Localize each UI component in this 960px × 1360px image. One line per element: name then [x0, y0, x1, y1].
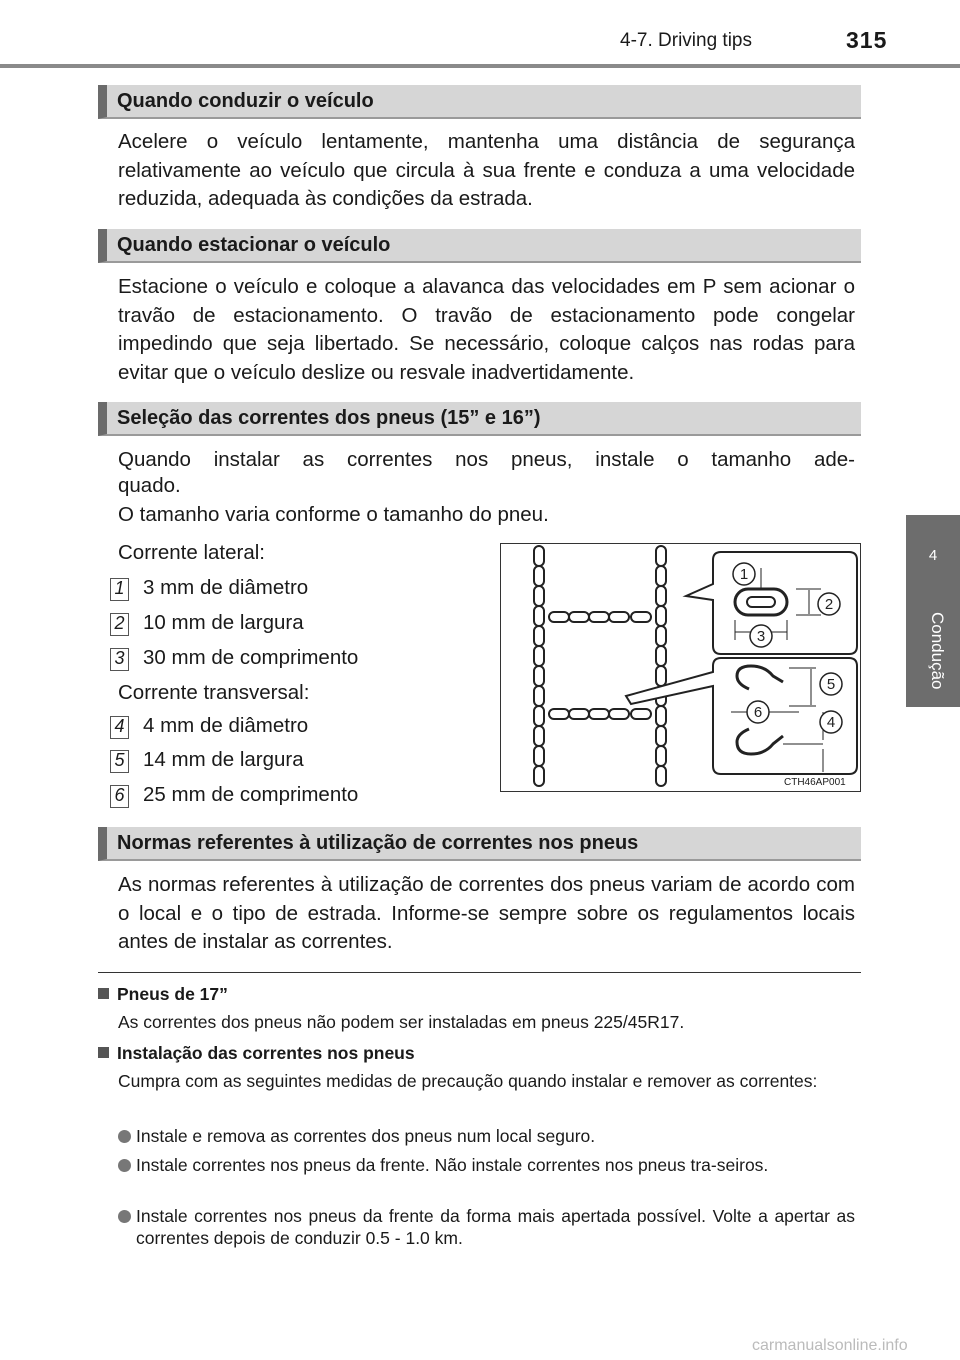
section-heading-driving [98, 85, 861, 119]
item-number-box: 4 [110, 716, 129, 739]
page-number: 315 [846, 27, 888, 53]
upper-cross-chain [549, 612, 651, 622]
spec-item: 25 mm de comprimento [143, 783, 359, 806]
note-body: As correntes dos pneus não podem ser instaladas em pneus 225/45R17. [118, 1012, 685, 1032]
spec-item: 30 mm de comprimento [143, 646, 359, 669]
right-side-chain [656, 546, 666, 786]
bullet-item: Instale e remova as correntes dos pneus num local seguro. [118, 1125, 855, 1147]
callout-number: 2 [824, 596, 834, 613]
circle-bullet-icon [118, 1159, 131, 1172]
note-heading: Instalação das correntes nos pneus [98, 1043, 415, 1064]
section-title: Quando conduzir o veículo [117, 90, 374, 112]
spec-item: 10 mm de largura [143, 611, 304, 634]
section-title: Normas referentes à utilização de correntes nos pneus [117, 832, 639, 854]
note-body: Cumpra com as seguintes medidas de precaução quando instalar e remover as correntes: [118, 1071, 818, 1091]
notes-divider [98, 972, 861, 973]
lower-cross-chain [549, 709, 651, 719]
square-bullet-icon [98, 988, 109, 999]
chapter-label: Condução [928, 612, 947, 690]
item-number-box: 5 [110, 750, 129, 773]
section-heading-regulations [98, 827, 861, 861]
section-body-line: O tamanho varia conforme o tamanho do pneu. [118, 503, 549, 526]
callout-number: 6 [753, 704, 763, 721]
side-chain-label: Corrente lateral: [118, 541, 265, 564]
item-number-box: 1 [110, 578, 129, 601]
section-heading-parking [98, 229, 861, 263]
left-side-chain [534, 546, 544, 786]
header-rule [0, 64, 960, 68]
spec-item: 4 mm de diâmetro [143, 714, 309, 737]
spec-item: 14 mm de largura [143, 748, 304, 771]
chapter-number: 4 [928, 547, 938, 564]
bullet-item: Instale correntes nos pneus da frente da forma mais apertada possível. Volte a apertar as correntes depois de conduzir 0.5 - 1.0 km. [118, 1205, 855, 1249]
circle-bullet-icon [118, 1130, 131, 1143]
section-body-regulations: As normas referentes à utilização de correntes dos pneus variam de acordo com o local e o tipo de estrada. Informe-se sempre sobre os regulamentos locais antes de instalar as correntes. [118, 873, 855, 953]
cross-chain-label: Corrente transversal: [118, 681, 310, 704]
item-number-box: 6 [110, 785, 129, 808]
bullet-item: Instale correntes nos pneus da frente. Não instale correntes nos pneus tra-seiros. [118, 1154, 855, 1176]
section-header: 4-7. Driving tips [620, 30, 752, 51]
spec-item: 3 mm de diâmetro [143, 576, 309, 599]
watermark: carmanualsonline.info [752, 1337, 908, 1354]
section-title: Quando estacionar o veículo [117, 234, 391, 256]
chain-illustration [501, 544, 859, 790]
section-body-driving: Acelere o veículo lentamente, mantenha uma distância de segurança relativamente ao veículo que circula à sua frente e conduza a uma velocidade reduzida, adequada às condições da estrada. [118, 130, 855, 210]
section-heading-chain-selection [98, 402, 861, 436]
item-number-box: 2 [110, 613, 129, 636]
figure-code: CTH46AP001 [784, 777, 846, 788]
callout-number: 4 [826, 714, 836, 731]
section-body-line: quado. [118, 474, 181, 497]
section-title: Seleção das correntes dos pneus (15” e 16”) [117, 407, 541, 429]
section-body-parking: Estacione o veículo e coloque a alavanca das velocidades em P sem acionar o travão de estacionamento. O travão de estacionamento pode congelar impedindo que seja libertado. Se necessário, coloque calços nas rodas para evitar que o veículo deslize ou resvale inadvertidamente. [118, 275, 855, 384]
callout-number: 5 [826, 676, 836, 693]
circle-bullet-icon [118, 1210, 131, 1223]
note-heading: Pneus de 17” [98, 984, 228, 1005]
item-number-box: 3 [110, 648, 129, 671]
callout-number: 1 [739, 566, 749, 583]
tire-chain-diagram [500, 543, 861, 792]
square-bullet-icon [98, 1047, 109, 1058]
callout-number: 3 [756, 628, 766, 645]
section-body-line: Quando instalar as correntes nos pneus, instale o tamanho ade- [118, 448, 855, 471]
